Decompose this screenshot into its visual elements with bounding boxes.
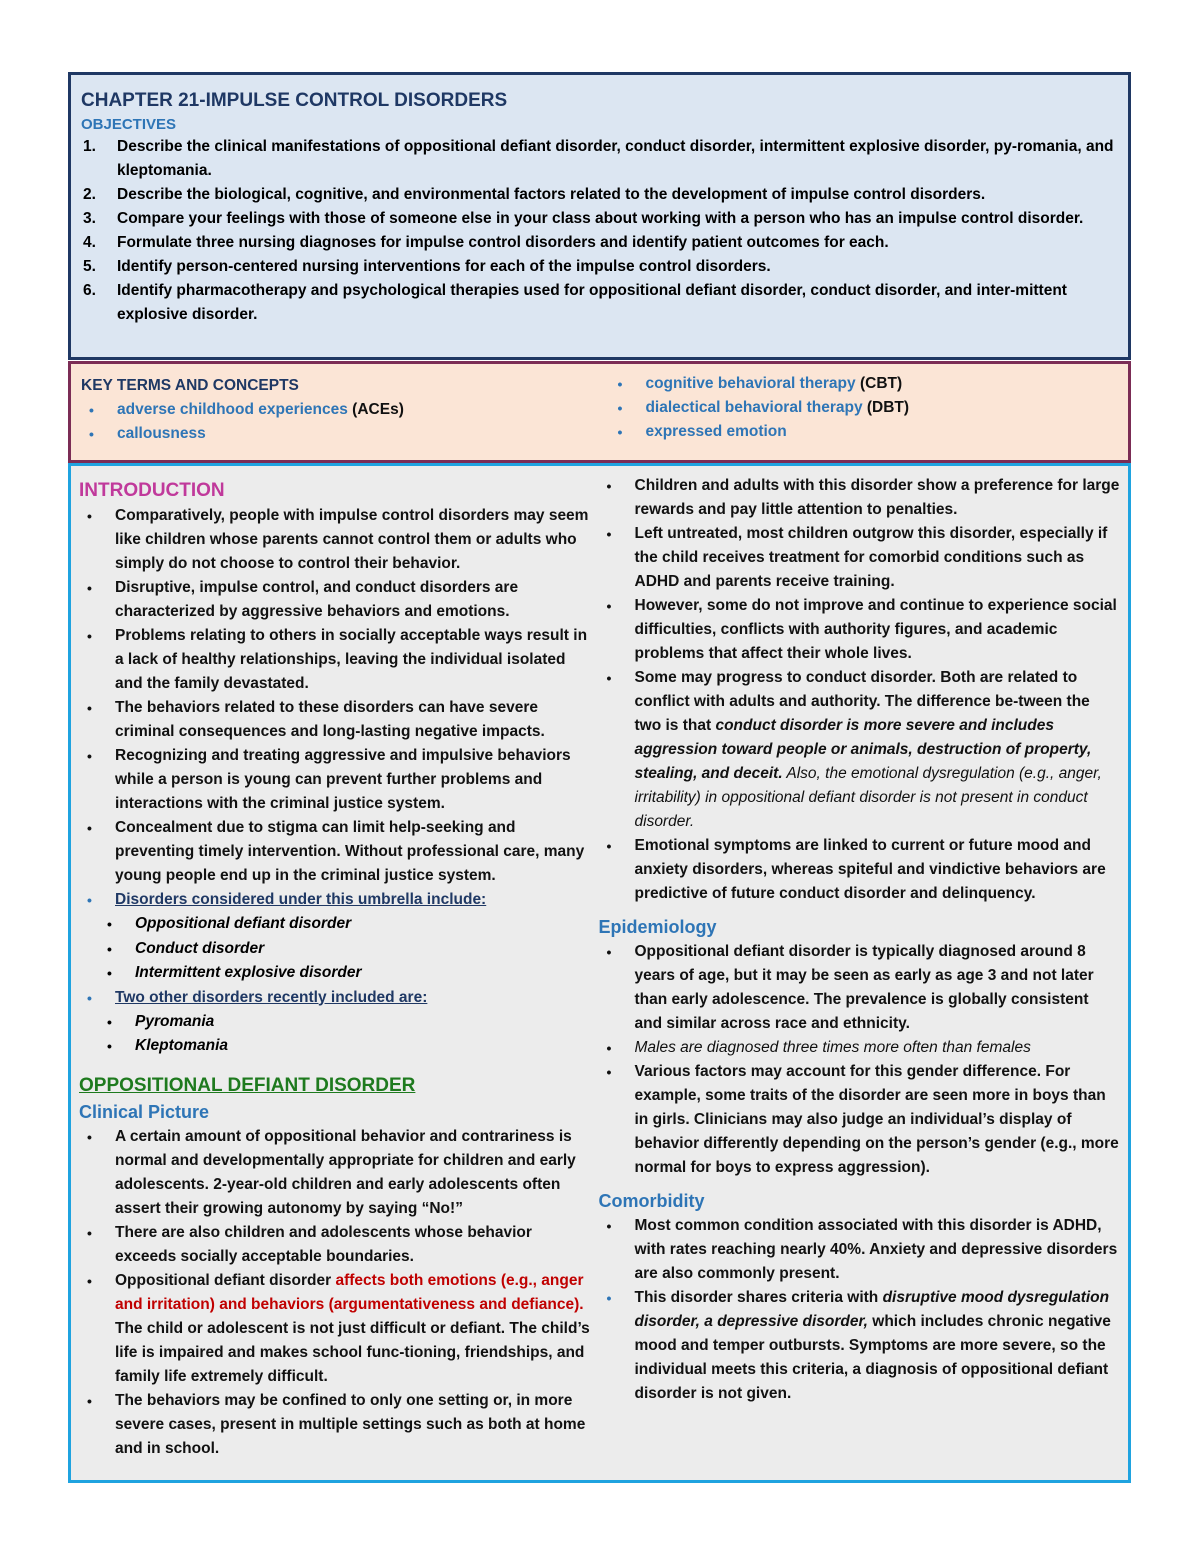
intro-bullet: • Recognizing and treating aggressive and impulsive behaviors while a person is young can prevent further problems and interactions with the criminal justice system. xyxy=(87,747,571,812)
objectives-box xyxy=(68,72,1131,360)
key-terms-left xyxy=(81,374,609,446)
clinical-bullet: • Oppositional defiant disorder affects both emotions (e.g., anger and irritation) and behaviors (argumentativeness and defiance). The child or adolescent is not just difficult or defiant. The child’s life is impaired and makes school func-tioning, friendships, and family life extremely difficult. xyxy=(87,1271,590,1385)
objective-item: 2. Describe the biological, cognitive, and environmental factors related to the development of impulse control disorders. xyxy=(83,186,986,203)
epidemiology-bullet: • Various factors may account for this gender difference. For example, some traits of the disorder are seen more in boys than in girls. Clinicians may also judge an individual’s display of behavior differently depending on the person’s gender (e.g., more normal for boys to express aggression). xyxy=(606,1063,1119,1176)
key-terms-box xyxy=(68,361,1131,463)
clinical-picture-heading: Clinical Picture xyxy=(79,1101,210,1122)
odd-bullet: • However, some do not improve and continue to experience social difficulties, conflicts with authority figures, and academic problems that affect their whole lives. xyxy=(606,597,1117,662)
intro-bullet: • The behaviors related to these disorders can have severe criminal consequences and long-lasting negative impacts. xyxy=(87,699,545,740)
objective-item: 1. Describe the clinical manifestations of oppositional defiant disorder, conduct disorder, intermittent explosive disorder, py-romania, and kleptomania. xyxy=(83,138,1114,179)
introduction-heading: INTRODUCTION xyxy=(79,480,225,501)
left-column xyxy=(79,478,599,1461)
key-terms-heading: KEY TERMS AND CONCEPTS xyxy=(81,377,299,394)
right-column xyxy=(599,474,1121,1461)
chapter-title: CHAPTER 21-IMPULSE CONTROL DISORDERS xyxy=(81,90,508,111)
intro-bullet: • Problems relating to others in socially acceptable ways result in a lack of healthy relationships, leaving the individual isolated and the family devastated. xyxy=(87,627,588,692)
intro-bullet: • Disruptive, impulse control, and conduct disorders are characterized by aggressive behaviors and emotions. xyxy=(87,579,519,620)
clinical-bullet: • The behaviors may be confined to only one setting or, in more severe cases, present in multiple settings such as both at home and in school. xyxy=(87,1391,586,1457)
odd-bullet: • Some may progress to conduct disorder. Both are related to conflict with adults and authority. The difference be-tween the two is that conduct disorder is more severe and includes aggression toward people or animals, destruction of property, stealing, and deceit. Also, the emotional dysregulation (e.g., anger, irritability) in oppositional defiant disorder is not present in conduct disorder. xyxy=(606,669,1102,830)
objectives-heading: OBJECTIVES xyxy=(81,116,177,133)
odd-bullet: • Children and adults with this disorder show a preference for large rewards and pay little attention to penalties. xyxy=(606,477,1120,518)
objective-item: 3. Compare your feelings with those of someone else in your class about working with a person who has an impulse control disorder. xyxy=(83,210,1084,227)
disorder-item: • Intermittent explosive disorder xyxy=(107,964,362,981)
key-term: • adverse childhood experiences (ACEs) xyxy=(89,401,404,418)
epidemiology-bullet: • Males are diagnosed three times more often than females xyxy=(606,1039,1031,1056)
objective-item: 5. Identify person-centered nursing interventions for each of the impulse control disorders. xyxy=(83,258,771,275)
epidemiology-heading: Epidemiology xyxy=(598,917,717,937)
key-terms-right xyxy=(609,372,1118,446)
disorder-item: • Oppositional defiant disorder xyxy=(107,915,352,932)
clinical-bullet: • There are also children and adolescents whose behavior exceeds socially acceptable boundaries. xyxy=(87,1223,532,1265)
disorder-item: • Conduct disorder xyxy=(107,939,265,957)
odd-bullet: • Left untreated, most children outgrow this disorder, especially if the child receives treatment for comorbid conditions such as ADHD and parents receive training. xyxy=(606,525,1108,590)
objective-item: 6. Identify pharmacotherapy and psychological therapies used for oppositional defiant disorder, conduct disorder, and inter-mittent explosive disorder. xyxy=(83,282,1067,323)
intro-bullet: • Comparatively, people with impulse control disorders may seem like children whose parents cannot control them or adults who simply do not choose to control their behavior. xyxy=(87,507,589,572)
objective-item: 4. Formulate three nursing diagnoses for impulse control disorders and identify patient outcomes for each. xyxy=(83,234,889,251)
key-term: • cognitive behavioral therapy (CBT) xyxy=(617,375,903,392)
key-term: • dialectical behavioral therapy (DBT) xyxy=(617,399,910,416)
comorbidity-bullet: • This disorder shares criteria with disruptive mood dysregulation disorder, a depressive disorder, which includes chronic negative mood and temper outbursts. Symptoms are more severe, so the individual meets this criteria, a diagnosis of oppositional defiant disorder is not given. xyxy=(606,1289,1111,1402)
other-disorders-label: • Two other disorders recently included are: xyxy=(87,988,428,1006)
odd-heading: OPPOSITIONAL DEFIANT DISORDER xyxy=(79,1074,416,1096)
comorbidity-bullet: • Most common condition associated with this disorder is ADHD, with rates reaching nearly 40%. Anxiety and depressive disorders are also commonly present. xyxy=(606,1217,1118,1282)
key-term: • expressed emotion xyxy=(617,423,787,440)
umbrella-label: • Disorders considered under this umbrella include: xyxy=(87,891,487,908)
objectives-list xyxy=(81,135,1118,327)
disorder-item: • Kleptomania xyxy=(107,1037,229,1054)
epidemiology-bullet: • Oppositional defiant disorder is typically diagnosed around 8 years of age, but it may be seen as early as age 3 and not later than early adolescence. The prevalence is globally consistent and similar across race and ethnicity. xyxy=(606,943,1094,1032)
clinical-bullet: • A certain amount of oppositional behavior and contrariness is normal and developmentally appropriate for children and early adolescents. 2-year-old children and early adolescents often assert their growing autonomy by saying “No!” xyxy=(87,1127,576,1217)
odd-bullet: • Emotional symptoms are linked to current or future mood and anxiety disorders, whereas spiteful and vindictive behaviors are predictive of future conduct disorder and delinquency. xyxy=(606,837,1106,902)
comorbidity-heading: Comorbidity xyxy=(598,1191,705,1211)
disorder-item: • Pyromania xyxy=(107,1012,215,1030)
key-term: • callousness xyxy=(89,425,206,442)
intro-bullet: • Concealment due to stigma can limit help-seeking and preventing timely intervention. Without professional care, many young people end up in the criminal justice system. xyxy=(87,819,585,884)
main-content-box xyxy=(68,463,1131,1483)
